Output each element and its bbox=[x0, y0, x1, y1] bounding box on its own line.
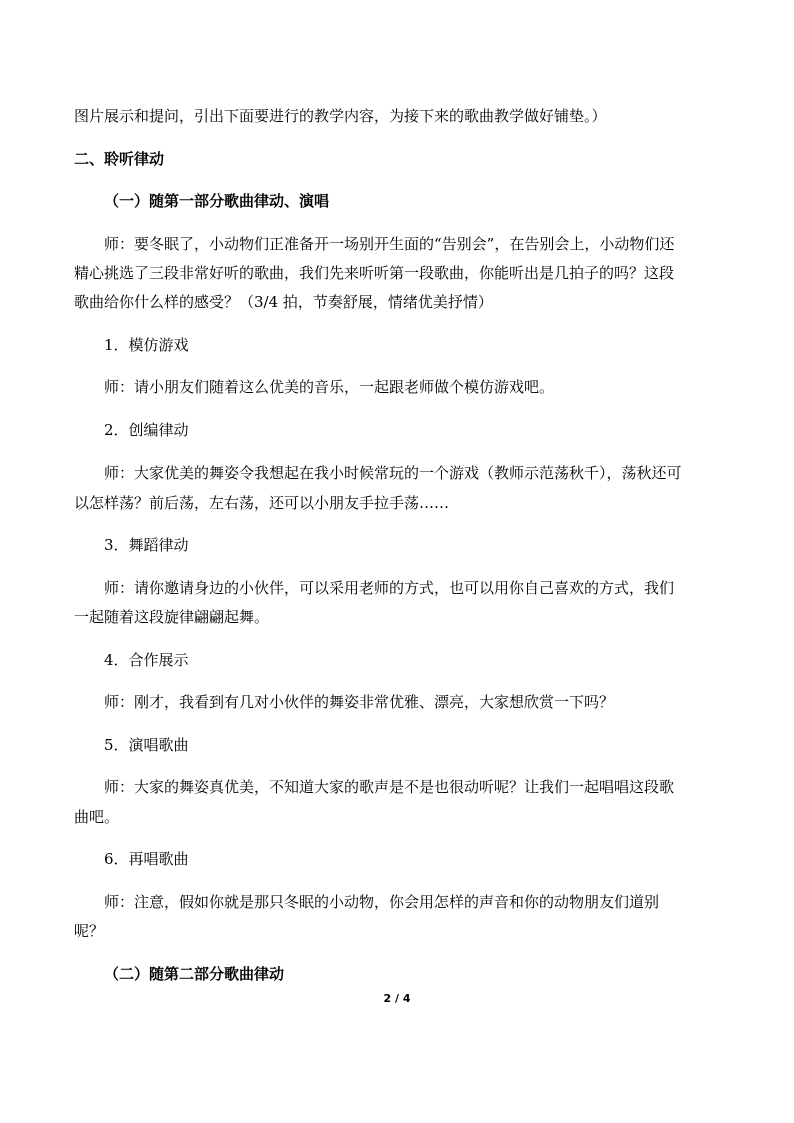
item-text-line: 呢？ bbox=[74, 922, 105, 940]
item-text-line: 师：请小朋友们随着这么优美的音乐，一起跟老师做个模仿游戏吧。 bbox=[104, 378, 555, 396]
item-text-line: 师：刚才，我看到有几对小伙伴的舞姿非常优雅、漂亮，大家想欣赏一下吗？ bbox=[104, 693, 615, 711]
item-heading-6: 6．再唱歌曲 bbox=[104, 850, 189, 868]
paragraph-line: 精心挑选了三段非常好听的歌曲，我们先来听听第一段歌曲，你能听出是几拍子的吗？这段 bbox=[74, 264, 675, 282]
item-text-line: 以怎样荡？前后荡，左右荡，还可以小朋友手拉手荡…… bbox=[74, 494, 450, 512]
item-heading-2: 2．创编律动 bbox=[104, 421, 189, 439]
subsection-title-2: （二）随第二部分歌曲律动 bbox=[104, 965, 285, 983]
item-text-line: 曲吧。 bbox=[74, 808, 120, 826]
item-heading-1: 1．模仿游戏 bbox=[104, 336, 189, 354]
section-title: 二、聆听律动 bbox=[74, 150, 165, 168]
item-heading-4: 4．合作展示 bbox=[104, 651, 189, 669]
item-text-line: 师：注意，假如你就是那只冬眠的小动物，你会用怎样的声音和你的动物朋友们道别 bbox=[104, 893, 660, 911]
item-text-line: 一起随着这段旋律翩翩起舞。 bbox=[74, 608, 270, 626]
paragraph-line: 师：要冬眠了，小动物们正准备开一场别开生面的“告别会”，在告别会上，小动物们还 bbox=[104, 235, 675, 253]
item-text-line: 师：大家优美的舞姿令我想起在我小时候常玩的一个游戏（教师示范荡秋千），荡秋还可 bbox=[104, 464, 682, 482]
item-text-line: 师：请你邀请身边的小伙伴，可以采用老师的方式，也可以用你自己喜欢的方式，我们 bbox=[104, 579, 675, 597]
item-heading-5: 5．演唱歌曲 bbox=[104, 736, 189, 754]
item-text-line: 师：大家的舞姿真优美，不知道大家的歌声是不是也很动听呢？让我们一起唱唱这段歌 bbox=[104, 778, 675, 796]
page-number: 2 / 4 bbox=[383, 992, 411, 1005]
subsection-title-1: （一）随第一部分歌曲律动、演唱 bbox=[104, 192, 330, 210]
item-heading-3: 3．舞蹈律动 bbox=[104, 536, 189, 554]
intro-line: 图片展示和提问，引出下面要进行的教学内容，为接下来的歌曲教学做好铺垫。） bbox=[74, 107, 607, 125]
paragraph-line: 歌曲给你什么样的感受？（3/4 拍，节奏舒展，情绪优美抒情） bbox=[74, 293, 493, 311]
